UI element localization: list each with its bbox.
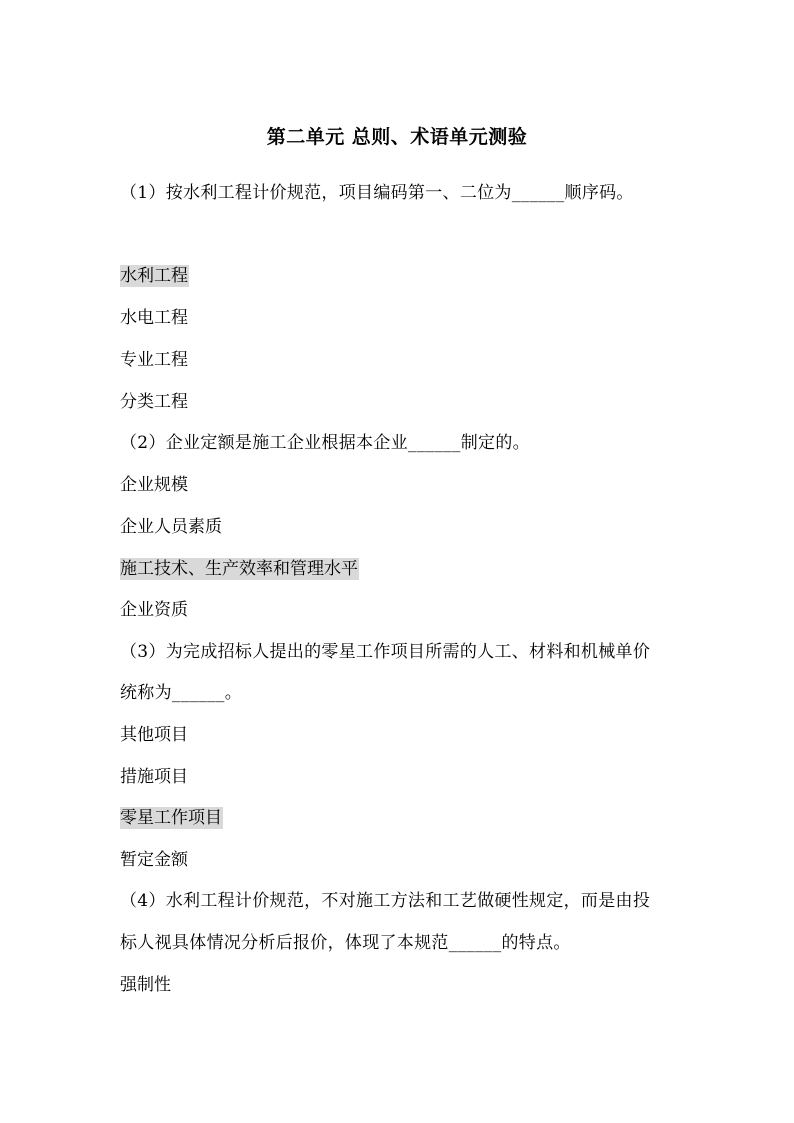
question-2-text: （2）企业定额是施工企业根据本企业______制定的。 (120, 433, 530, 453)
question-4-option-1: 强制性 (120, 975, 171, 995)
question-3-text-line-1: （3）为完成招标人提出的零星工作项目所需的人工、材料和机械单价 (120, 642, 651, 662)
question-1-option-3: 专业工程 (120, 350, 188, 370)
page-title: 第二单元 总则、术语单元测验 (266, 126, 528, 148)
question-3-text-line-2: 统称为______。 (120, 683, 242, 703)
question-3-option-2: 措施项目 (120, 767, 188, 787)
question-1-text: （1）按水利工程计价规范，项目编码第一、二位为______顺序码。 (120, 183, 634, 203)
answer-highlight: 水利工程 (120, 266, 188, 286)
question-4-text-line-2: 标人视具体情况分析后报价，体现了本规范______的特点。 (120, 933, 571, 953)
answer-highlight: 施工技术、生产效率和管理水平 (120, 559, 358, 579)
question-2-option-1: 企业规模 (120, 475, 188, 495)
question-3-option-3 (120, 806, 223, 830)
question-2-option-2: 企业人员素质 (120, 517, 222, 537)
answer-highlight: 零星工作项目 (120, 808, 222, 828)
question-1-option-1 (120, 264, 189, 288)
question-3-option-1: 其他项目 (120, 725, 188, 745)
question-1-option-4: 分类工程 (120, 392, 188, 412)
question-1-option-2: 水电工程 (120, 308, 188, 328)
question-4-text-line-1: （4）水利工程计价规范，不对施工方法和工艺做硬性规定，而是由投 (120, 891, 651, 911)
question-2-option-4: 企业资质 (120, 600, 188, 620)
question-2-option-3 (120, 557, 359, 581)
question-3-option-4: 暂定金额 (120, 850, 188, 870)
